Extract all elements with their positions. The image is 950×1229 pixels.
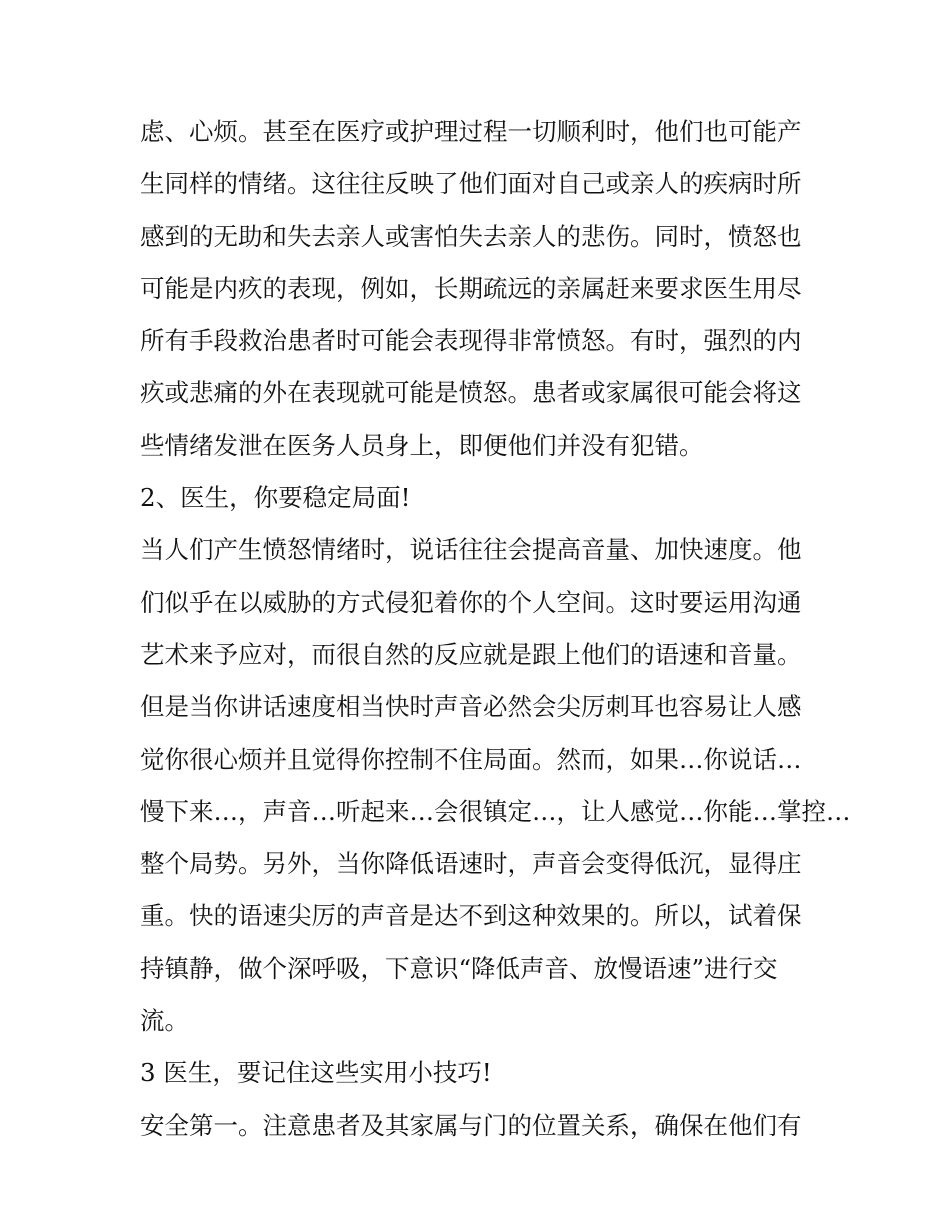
section-heading: 3 医生，要记住这些实用小技巧! bbox=[140, 1058, 492, 1088]
paragraph-line: 艺术来予应对，而很自然的反应就是跟上他们的语速和音量。 bbox=[140, 639, 802, 669]
paragraph-line: 重。快的语速尖厉的声音是达不到这种效果的。所以，试着保 bbox=[140, 901, 802, 931]
paragraph-line: 们似乎在以威胁的方式侵犯着你的个人空间。这时要运用沟通 bbox=[140, 587, 802, 617]
paragraph-line: 持镇静，做个深呼吸，下意识“降低声音、放慢语速”进行交 bbox=[140, 953, 778, 983]
paragraph-line: 所有手段救治患者时可能会表现得非常愤怒。有时，强烈的内 bbox=[140, 326, 802, 356]
paragraph-line: 虑、心烦。甚至在医疗或护理过程一切顺利时，他们也可能产 bbox=[140, 117, 802, 146]
paragraph-line: 慢下来…，声音…听起来…会很镇定…，让人感觉…你能…掌控… bbox=[140, 796, 851, 826]
section-heading: 2、医生，你要稳定局面! bbox=[140, 483, 411, 513]
paragraph-line: 流。 bbox=[140, 1006, 189, 1036]
paragraph-line: 但是当你讲话速度相当快时声音必然会尖厉刺耳也容易让人感 bbox=[140, 692, 802, 722]
paragraph-line: 感到的无助和失去亲人或害怕失去亲人的悲伤。同时，愤怒也 bbox=[140, 221, 802, 251]
paragraph-line: 可能是内疚的表现，例如，长期疏远的亲属赶来要求医生用尽 bbox=[140, 273, 802, 303]
paragraph-line: 整个局势。另外，当你降低语速时，声音会变得低沉，显得庄 bbox=[140, 849, 802, 879]
paragraph-line: 觉你很心烦并且觉得你控制不住局面。然而，如果…你说话… bbox=[140, 744, 802, 774]
paragraph-line: 当人们产生愤怒情绪时，说话往往会提高音量、加快速度。他 bbox=[140, 535, 802, 565]
paragraph-line: 些情绪发泄在医务人员身上，即便他们并没有犯错。 bbox=[140, 430, 704, 460]
paragraph-line: 安全第一。注意患者及其家属与门的位置关系，确保在他们有 bbox=[140, 1110, 802, 1140]
paragraph-line: 疚或悲痛的外在表现就可能是愤怒。患者或家属很可能会将这 bbox=[140, 378, 802, 408]
document-body bbox=[140, 106, 851, 1152]
paragraph-line: 生同样的情绪。这往往反映了他们面对自己或亲人的疾病时所 bbox=[140, 169, 802, 199]
